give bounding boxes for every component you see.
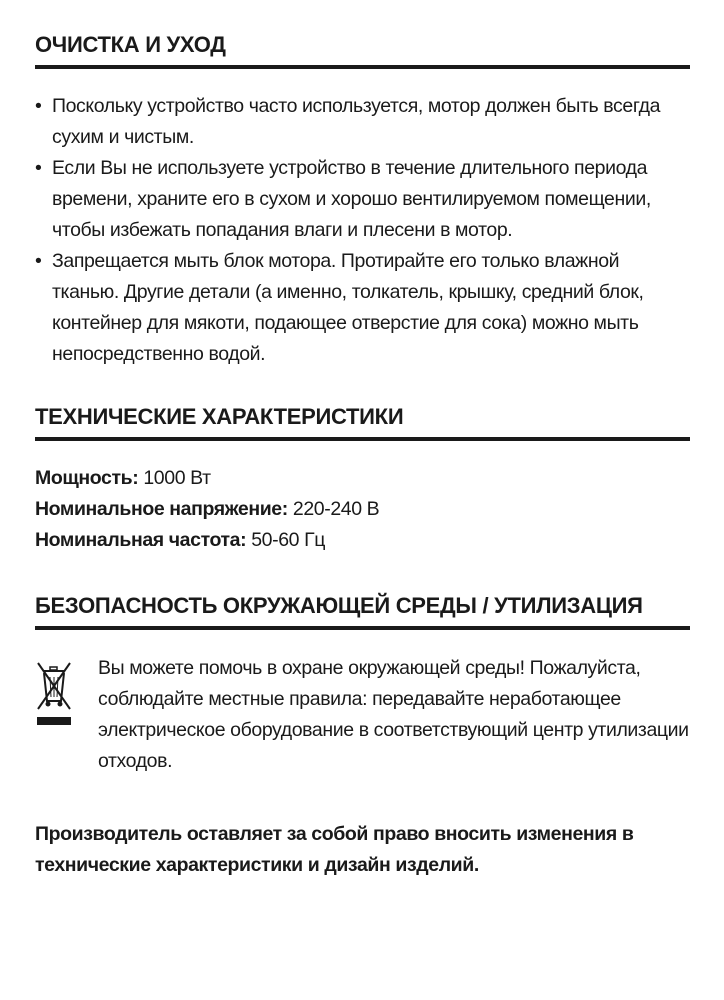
- care-bullet-text: Запрещается мыть блок мотора. Протирайте его только влажной тканью. Другие детали (а именно, толкатель, крышку, средний блок, контейнер для мякоти, подающее отверстие для сока) можно мыть непосредственно водой.: [52, 250, 644, 365]
- specs-section-divider: [35, 437, 690, 441]
- care-bullet-item: [35, 153, 690, 246]
- spec-label: Номинальное напряжение:: [35, 498, 288, 520]
- care-bullet-text: Поскольку устройство часто используется, мотор должен быть всегда сухим и чистым.: [52, 95, 661, 148]
- bullet-marker: •: [35, 95, 42, 117]
- spec-label: Мощность:: [35, 467, 139, 489]
- spec-value: 50-60 Гц: [251, 529, 326, 551]
- environment-section: [35, 589, 690, 777]
- bullet-marker: •: [35, 157, 42, 179]
- care-section-divider: [35, 65, 690, 69]
- spec-value: 220-240 В: [292, 498, 380, 520]
- spec-row-voltage: [35, 494, 690, 525]
- care-section-title: ОЧИСТКА И УХОД: [35, 32, 226, 57]
- manufacturer-notice: Производитель оставляет за собой право вносить изменения в технические характеристики и дизайн изделий.: [35, 823, 634, 876]
- bullet-marker: •: [35, 250, 42, 272]
- spec-row-frequency: [35, 525, 690, 556]
- specs-list: [35, 463, 690, 556]
- environment-block: [35, 653, 690, 777]
- weee-crossed-bin-icon: [35, 659, 73, 735]
- care-bullet-item: [35, 246, 690, 370]
- care-bullet-text: Если Вы не используете устройство в течение длительного периода времени, храните его в сухом и хорошо вентилируемом помещении, чтобы избежать попадания влаги и плесени в мотор.: [52, 157, 651, 241]
- manual-page: [35, 28, 690, 881]
- spec-value: 1000 Вт: [143, 467, 211, 489]
- environment-text: Вы можете помочь в охране окружающей среды! Пожалуйста, соблюдайте местные правила: передавайте неработающее электрическое оборудование в соответствующий центр утилизации отходов.: [98, 657, 689, 772]
- specs-section-title: ТЕХНИЧЕСКИЕ ХАРАКТЕРИСТИКИ: [35, 404, 404, 429]
- environment-section-divider: [35, 626, 690, 630]
- spec-row-power: [35, 463, 690, 494]
- care-bullet-item: [35, 91, 690, 153]
- spec-label: Номинальная частота:: [35, 529, 247, 551]
- specs-section: [35, 400, 690, 556]
- environment-section-title: БЕЗОПАСНОСТЬ ОКРУЖАЮЩЕЙ СРЕДЫ / УТИЛИЗАЦИЯ: [35, 593, 643, 618]
- care-bullet-list: [35, 91, 690, 370]
